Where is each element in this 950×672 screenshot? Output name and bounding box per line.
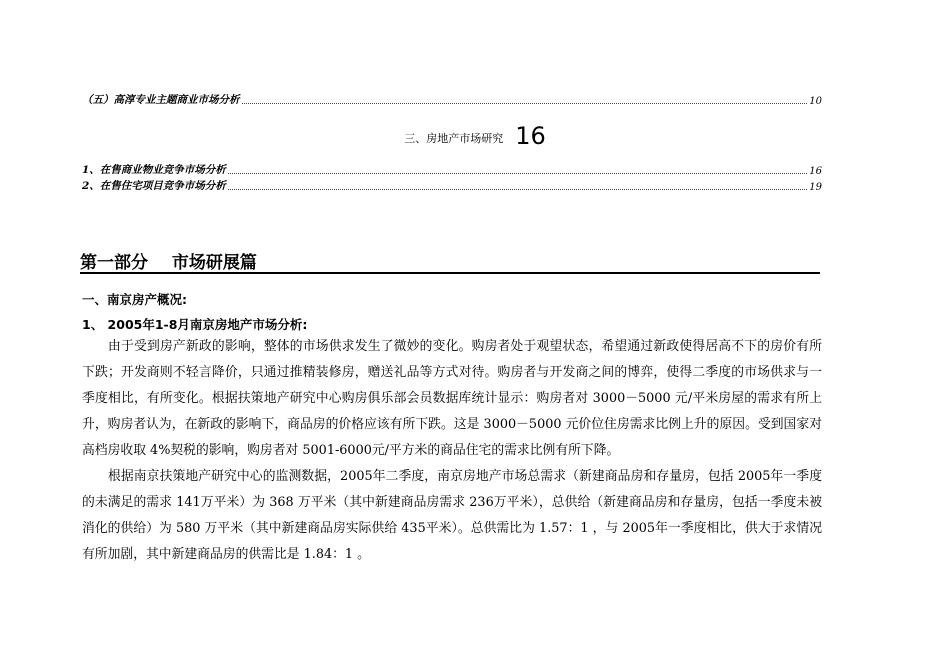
toc-section-title: 三、房地产市场研究 xyxy=(404,132,504,145)
section-heading: 一、南京房产概况: xyxy=(82,292,187,307)
toc-page-number: 16 xyxy=(809,166,822,177)
toc-entry-5[interactable] xyxy=(82,93,822,107)
toc-page-number: 10 xyxy=(809,96,822,107)
body-paragraph-1: 由于受到房产新政的影响，整体的市场供求发生了微妙的变化。购房者处于观望状态，希望通过新政使得居高不下的房价有所下跌；开发商则不轻言降价，只通过推精装修房，赠送礼品等方式对待。购房者与开发商之间的博弈，使得二季度的市场供求与一季度相比，有所变化。根据扶策地产研究中心购房俱乐部会员数据库统计显示：购房者对 3000－5000 元/平米房屋的需求有所上升，购房者认为，在新政的影响下，商品房的价格应该有所下跌。这是 3000－5000 元价位住房需求比例上升的原因。受到国家对高档房收取 4%契税的影响，购房者对 5001-6000元/平方米的商品住宅的需求比例有所下降。 xyxy=(82,339,822,458)
toc-section-heading[interactable] xyxy=(0,120,950,150)
part-number: 第一部分 xyxy=(80,253,148,273)
toc-entry-label: 2、在售住宅项目竞争市场分析 xyxy=(82,180,226,192)
part-heading xyxy=(80,248,820,274)
toc-entry-label: （五）高淳专业主题商业市场分析 xyxy=(82,94,240,106)
toc-leader-dots xyxy=(228,172,807,174)
toc-entry-2[interactable] xyxy=(82,179,822,193)
toc-leader-dots xyxy=(242,102,808,104)
body-paragraph-2: 根据南京扶策地产研究中心的监测数据，2005年二季度，南京房地产市场总需求（新建商品房和存量房，包括 2005年一季度的未满足的需求 141万平米）为 368 万平米（其中新建商品房需求 236万平米），总供给（新建商品房和存量房，包括一季度未被消化的供给）为 580 万平米（其中新建商品房实际供给 435平米）。总供需比为 1.57：1 ，与 2005年一季度相比，供大于求情况有所加剧，其中新建商品房的供需比是 1.84：1 。 xyxy=(82,469,822,562)
toc-leader-dots xyxy=(228,188,807,190)
part-title: 市场研展篇 xyxy=(171,253,257,273)
toc-entry-label: 1、在售商业物业竞争市场分析 xyxy=(82,164,226,176)
toc-entry-1[interactable] xyxy=(82,163,822,177)
subsection-heading: 1、 2005年1-8月南京房地产市场分析: xyxy=(82,317,308,332)
toc-page-number: 19 xyxy=(809,182,822,193)
toc-section-page: 16 xyxy=(515,122,546,150)
